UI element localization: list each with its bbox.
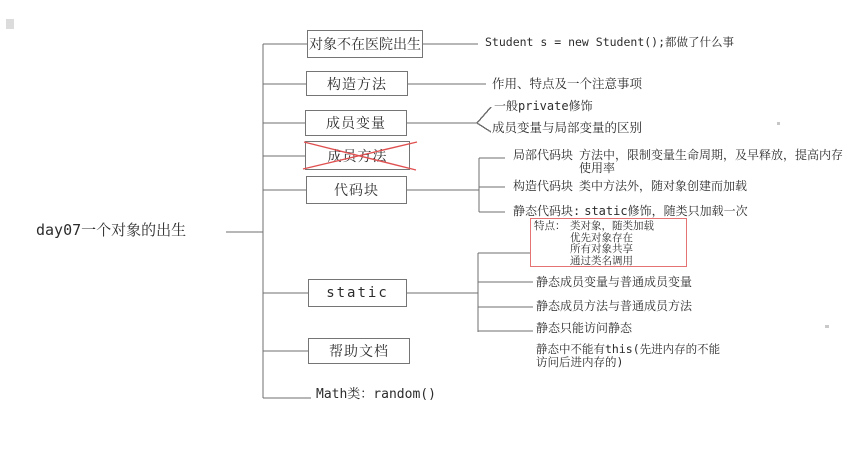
topic-box-member-method (305, 141, 410, 170)
topic-box-code-block-label: 代码块 (334, 183, 379, 199)
topic-box-help-doc (308, 338, 410, 364)
math-label: Math类：random() (316, 387, 436, 402)
code-item-constructor-block (513, 180, 747, 193)
topic-box-birth (307, 30, 423, 58)
static-traits-lines (570, 221, 654, 266)
topic-box-code-block (306, 176, 407, 204)
note-constructor: 作用、特点及一个注意事项 (492, 76, 643, 91)
static-trait-line: 通过类名调用 (570, 254, 633, 267)
code-item-static-term: 静态代码块: (513, 204, 581, 218)
root-label: day07一个对象的出生 (36, 221, 187, 239)
note-static-access: 静态只能访问静态 (536, 321, 633, 335)
static-traits-box (530, 218, 687, 267)
code-item-static-block (513, 205, 748, 218)
note-static-method: 静态成员方法与普通成员方法 (536, 299, 693, 313)
topic-box-constructor-label: 构造方法 (327, 76, 387, 93)
code-item-static-desc: static修饰，随类只加载一次 (584, 204, 748, 218)
static-trait-line: 类对象，随类加载 (570, 220, 654, 232)
topic-box-birth-label: 对象不在医院出生 (309, 37, 421, 53)
code-item-local-desc: 方法中，限制变量生命周期，及早释放，提高内存使用率 (579, 148, 844, 175)
topic-box-static (308, 279, 407, 307)
note-student-statement: Student s = new Student();都做了什么事 (485, 35, 735, 49)
topic-box-static-label: static (326, 285, 389, 301)
static-trait-line: 优先对象存在 (570, 231, 633, 244)
note-private-modifier: 一般private修饰 (494, 99, 593, 113)
scan-artifact (777, 122, 780, 125)
code-item-constructor-desc: 类中方法外，随对象创建而加载 (579, 179, 748, 193)
note-static-var: 静态成员变量与普通成员变量 (536, 275, 693, 289)
topic-box-constructor (306, 71, 408, 96)
code-item-local-term: 局部代码块 (513, 148, 574, 162)
topic-box-member-var-label: 成员变量 (326, 116, 386, 132)
static-traits-title: 特点： (534, 220, 566, 232)
code-item-local (513, 149, 847, 174)
topic-box-member-var (305, 110, 407, 136)
scan-artifact (6, 19, 14, 29)
scan-artifact (825, 325, 829, 328)
note-static-this: 静态中不能有this(先进内存的不能访问后进内存的) (536, 342, 721, 369)
static-trait-line: 所有对象共享 (570, 243, 633, 255)
code-item-constructor-term: 构造代码块 (513, 179, 574, 193)
note-var-difference: 成员变量与局部变量的区别 (492, 120, 643, 135)
topic-box-member-method-label: 成员方法 (327, 148, 388, 165)
topic-box-help-doc-label: 帮助文档 (329, 344, 389, 360)
